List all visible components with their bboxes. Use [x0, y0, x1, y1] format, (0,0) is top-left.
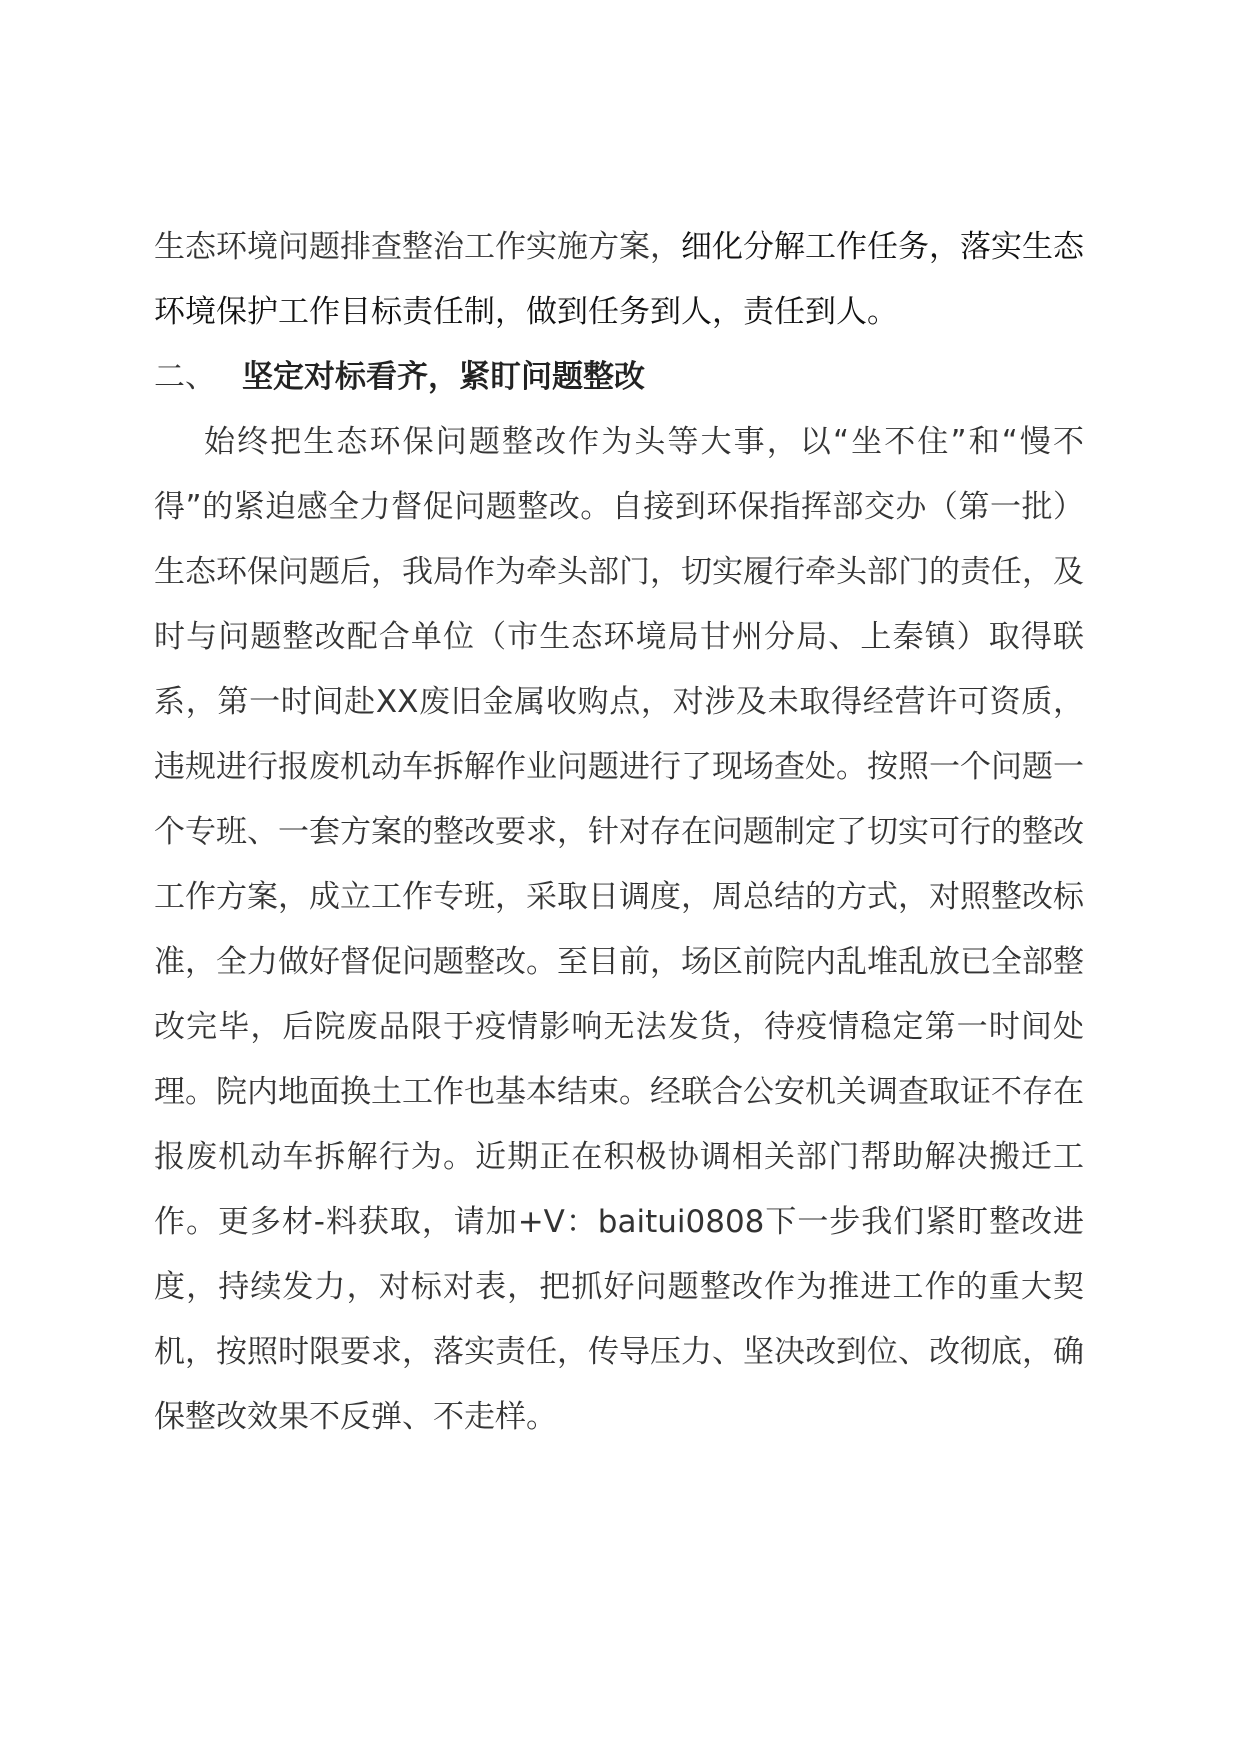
opening-paragraph [154, 215, 1084, 345]
body-paragraph: 始终把生态环保问题整改作为头等大事，以“坐不住”和“慢不得”的紧迫感全力督促问题整改。自接到环保指挥部交办（第一批）生态环保问题后，我局作为牵头部门，切实履行牵头部门的责任，及时与问题整改配合单位（市生态环境局甘州分局、上秦镇）取得联系，第一时间赴XX废旧金属收购点，对涉及未取得经营许可资质，违规进行报废机动车拆解作业问题进行了现场查处。按照一个问题一个专班、一套方案的整改要求，针对存在问题制定了切实可行的整改工作方案，成立工作专班，采取日调度，周总结的方式，对照整改标准，全力做好督促问题整改。至目前，场区前院内乱堆乱放已全部整改完毕，后院废品限于疫情影响无法发货，待疫情稳定第一时间处理。院内地面换土工作也基本结束。经联合公安机关调查取证不存在报废机动车拆解行为。近期正在积极协调相关部门帮助解决搬迁工作。更多材-料获取，请加+V：baitui0808下一步我们紧盯整改进度，持续发力，对标对表，把抓好问题整改作为推进工作的重大契机，按照时限要求，落实责任，传导压力、坚决改到位、改彻底，确保整改效果不反弹、不走样。 [154, 424, 1084, 1435]
document-body [154, 215, 1084, 1450]
section-title: 坚定对标看齐，紧盯问题整改 [242, 359, 645, 395]
section-heading [154, 345, 1084, 410]
opening-text-part1: 生态环境问题排查整治工作实施方案， [154, 229, 681, 265]
opening-text-part2: 细化分解工作任务，落实生态环境保护工作目标责任制，做到任务到人，责任到人。 [154, 229, 1084, 330]
section-number: 二、 [154, 359, 216, 395]
